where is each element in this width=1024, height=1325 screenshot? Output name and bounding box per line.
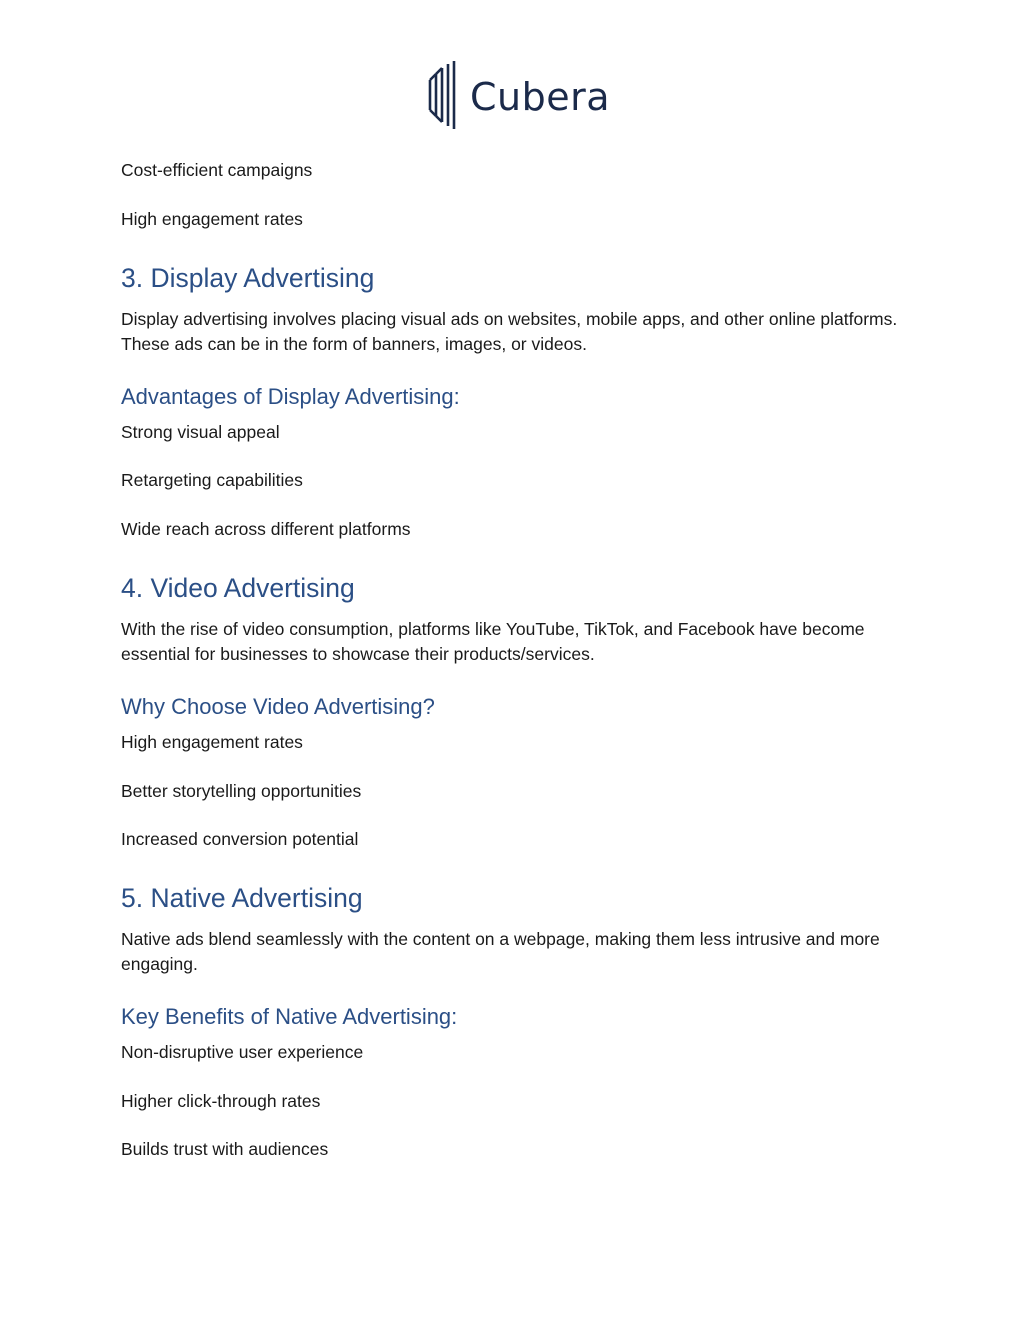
- section-paragraph: Display advertising involves placing visual ads on websites, mobile apps, and other online platforms. These ads can be in the form of banners, images, or videos.: [121, 309, 898, 354]
- section-heading: 4. Video Advertising: [121, 573, 355, 603]
- section-subheading: Why Choose Video Advertising?: [121, 694, 435, 719]
- list-item: Wide reach across different platforms: [121, 519, 411, 539]
- list-item: High engagement rates: [121, 209, 303, 229]
- section-subheading: Key Benefits of Native Advertising:: [121, 1004, 458, 1029]
- cubera-logo-icon: [428, 60, 460, 130]
- list-item: Cost-efficient campaigns: [121, 160, 313, 180]
- list-item: Retargeting capabilities: [121, 470, 303, 490]
- list-item: Builds trust with audiences: [121, 1139, 329, 1159]
- list-item: High engagement rates: [121, 732, 303, 752]
- list-item: Increased conversion potential: [121, 829, 359, 849]
- section-paragraph: With the rise of video consumption, platforms like YouTube, TikTok, and Facebook have become essential for businesses to showcase their products/services.: [121, 619, 865, 664]
- section-heading: 3. Display Advertising: [121, 263, 375, 293]
- brand-logo: [428, 60, 610, 130]
- list-item: Strong visual appeal: [121, 422, 280, 442]
- section-paragraph: Native ads blend seamlessly with the content on a webpage, making them less intrusive and more engaging.: [121, 929, 880, 974]
- list-item: Higher click-through rates: [121, 1091, 321, 1111]
- section-subheading: Advantages of Display Advertising:: [121, 384, 460, 409]
- section-heading: 5. Native Advertising: [121, 883, 363, 913]
- brand-name: Cubera: [470, 75, 611, 119]
- list-item: Better storytelling opportunities: [121, 781, 362, 801]
- list-item: Non-disruptive user experience: [121, 1042, 364, 1062]
